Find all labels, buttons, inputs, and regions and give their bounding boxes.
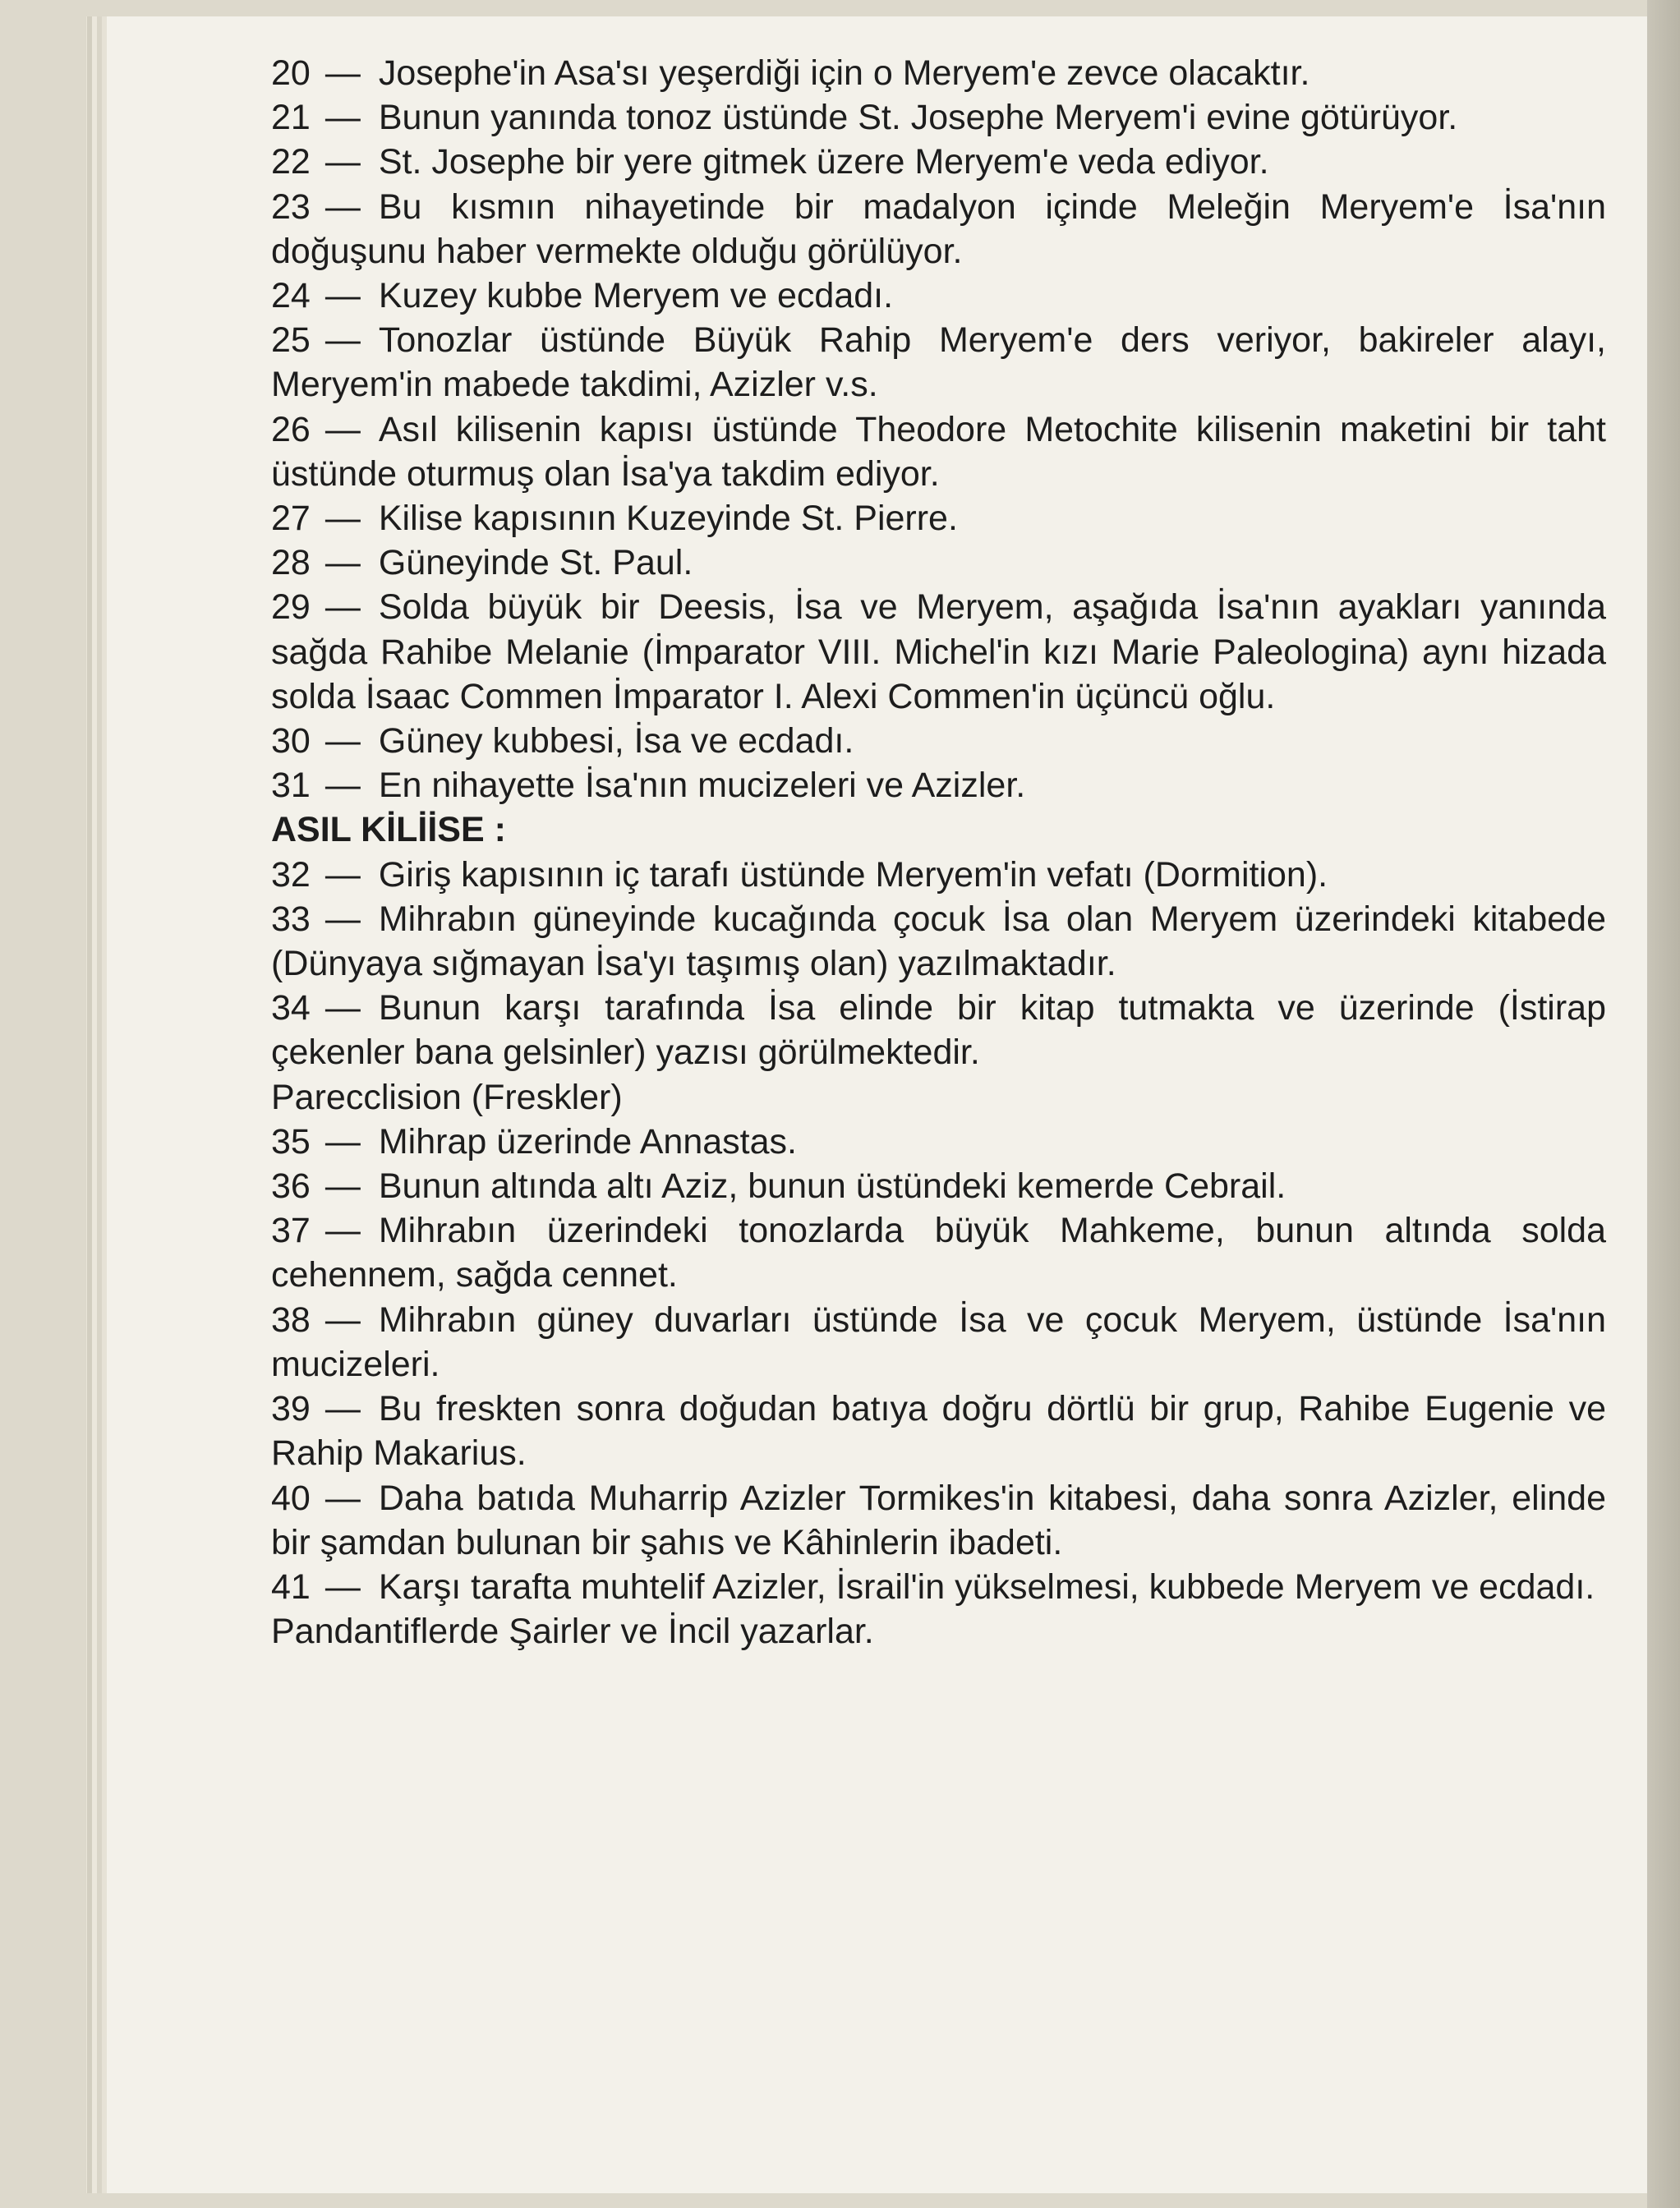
- entry-text: Solda büyük bir Deesis, İsa ve Meryem, aşağıda İsa'nın ayakları yanında sağda Rahibe Melanie (İmparator VIII. Michel'in kızı Marie Paleologina) aynı hizada solda İsaac Commen İmparator I. Alexi Commen'in üçüncü oğlu.: [271, 587, 1606, 716]
- entry-text: Mihrabın üzerindeki tonozlarda büyük Mahkeme, bunun altında solda cehennem, sağda cennet.: [271, 1211, 1606, 1295]
- list-item: 35 — Mihrap üzerinde Annastas.: [271, 1121, 797, 1162]
- list-item: 29 — Solda büyük bir Deesis, İsa ve Meryem, aşağıda İsa'nın ayakları yanında sağda Rahibe Melanie (İmparator VIII. Michel'in kızı Marie Paleologina) aynı hizada solda İsaac Commen İmparator I. Alexi Commen'in üçüncü oğlu.: [271, 587, 1606, 716]
- text-block: [271, 51, 1606, 1654]
- entry-text: Mihrabın güneyinde kucağında çocuk İsa olan Meryem üzerindeki kitabede (Dünyaya sığmayan İsa'yı taşımış olan) yazılmaktadır.: [271, 899, 1606, 984]
- entry-text: Bunun karşı tarafında İsa elinde bir kitap tutmakta ve üzerinde (İstirap çekenler bana gelsinler) yazısı görülmektedir.: [271, 988, 1606, 1073]
- list-item: 37 — Mihrabın üzerindeki tonozlarda büyük Mahkeme, bunun altında solda cehennem, sağda cennet.: [271, 1211, 1606, 1295]
- entry-text: Güneyinde St. Paul.: [378, 543, 693, 583]
- list-item: 33 — Mihrabın güneyinde kucağında çocuk İsa olan Meryem üzerindeki kitabede (Dünyaya sığmayan İsa'yı taşımış olan) yazılmaktadır.: [271, 899, 1606, 984]
- entry-text: Bunun yanında tonoz üstünde St. Josephe Meryem'i evine götürüyor.: [378, 98, 1458, 138]
- closing-line: Pandantiflerde Şairler ve İncil yazarlar.: [271, 1612, 874, 1652]
- entry-text: Tonozlar üstünde Büyük Rahip Meryem'e ders veriyor, bakireler alayı, Meryem'in mabede takdimi, Azizler v.s.: [271, 320, 1606, 405]
- list-item: 28 — Güneyinde St. Paul.: [271, 543, 693, 583]
- list-item: 40 — Daha batıda Muharrip Azizler Tormikes'in kitabesi, daha sonra Azizler, elinde bir şamdan bulunan bir şahıs ve Kâhinlerin ibadeti.: [271, 1478, 1606, 1562]
- list-item: 23 — Bu kısmın nihayetinde bir madalyon içinde Meleğin Meryem'e İsa'nın doğuşunu haber vermekte olduğu görülüyor.: [271, 186, 1606, 271]
- list-item: 34 — Bunun karşı tarafında İsa elinde bir kitap tutmakta ve üzerinde (İstirap çekenler bana gelsinler) yazısı görülmektedir.: [271, 988, 1606, 1073]
- entry-text: Bu freskten sonra doğudan batıya doğru dörtlü bir grup, Rahibe Eugenie ve Rahip Makarius.: [271, 1389, 1606, 1474]
- list-item: 32 — Giriş kapısının iç tarafı üstünde Meryem'in vefatı (Dormition).: [271, 854, 1328, 895]
- entry-text: Josephe'in Asa'sı yeşerdiği için o Meryem'e zevce olacaktır.: [378, 53, 1310, 93]
- list-item: 31 — En nihayette İsa'nın mucizeleri ve Azizler.: [271, 766, 1026, 806]
- list-item: 27 — Kilise kapısının Kuzeyinde St. Pierre.: [271, 499, 958, 539]
- entry-text: En nihayette İsa'nın mucizeleri ve Azizler.: [378, 766, 1026, 806]
- entries-group-c: [271, 1120, 1606, 1609]
- entry-text: Kuzey kubbe Meryem ve ecdadı.: [378, 276, 894, 316]
- entry-text: Bunun altında altı Aziz, bunun üstündeki kemerde Cebrail.: [378, 1166, 1286, 1207]
- entry-text: Daha batıda Muharrip Azizler Tormikes'in kitabesi, daha sonra Azizler, elinde bir şamdan bulunan bir şahıs ve Kâhinlerin ibadeti.: [271, 1478, 1606, 1562]
- page-right-edge: [1647, 0, 1680, 2208]
- entry-text: Kilise kapısının Kuzeyinde St. Pierre.: [378, 499, 958, 539]
- list-item: 22 — St. Josephe bir yere gitmek üzere Meryem'e veda ediyor.: [271, 142, 1269, 182]
- list-item: 36 — Bunun altında altı Aziz, bunun üstündeki kemerde Cebrail.: [271, 1166, 1286, 1207]
- entry-text: Güney kubbesi, İsa ve ecdadı.: [378, 721, 854, 761]
- entries-group-a: [271, 51, 1606, 807]
- list-item: 39 — Bu freskten sonra doğudan batıya doğru dörtlü bir grup, Rahibe Eugenie ve Rahip Makarius.: [271, 1389, 1606, 1474]
- list-item: 41 — Karşı tarafta muhtelif Azizler, İsrail'in yükselmesi, kubbede Meryem ve ecdadı.: [271, 1566, 1595, 1607]
- entry-text: Mihrabın güney duvarları üstünde İsa ve çocuk Meryem, üstünde İsa'nın mucizeleri.: [271, 1300, 1606, 1384]
- list-item: 26 — Asıl kilisenin kapısı üstünde Theodore Metochite kilisenin maketini bir taht üstünde oturmuş olan İsa'ya takdim ediyor.: [271, 409, 1606, 494]
- list-item: 20 — Josephe'in Asa'sı yeşerdiği için o Meryem'e zevce olacaktır.: [271, 53, 1310, 93]
- list-item: 30 — Güney kubbesi, İsa ve ecdadı.: [271, 721, 854, 761]
- entry-text: Bu kısmın nihayetinde bir madalyon içinde Meleğin Meryem'e İsa'nın doğuşunu haber vermekte olduğu görülüyor.: [271, 186, 1606, 271]
- entries-group-b: [271, 853, 1606, 1075]
- entry-text: St. Josephe bir yere gitmek üzere Meryem'e veda ediyor.: [378, 142, 1269, 182]
- list-item: 38 — Mihrabın güney duvarları üstünde İsa ve çocuk Meryem, üstünde İsa'nın mucizeleri.: [271, 1300, 1606, 1384]
- list-item: 24 — Kuzey kubbe Meryem ve ecdadı.: [271, 276, 894, 316]
- list-item: 25 — Tonozlar üstünde Büyük Rahip Meryem'e ders veriyor, bakireler alayı, Meryem'in mabede takdimi, Azizler v.s.: [271, 320, 1606, 405]
- entry-text: Giriş kapısının iç tarafı üstünde Meryem'in vefatı (Dormition).: [378, 854, 1328, 895]
- entry-text: Mihrap üzerinde Annastas.: [378, 1121, 797, 1162]
- section-heading: ASIL KİLİİSE :: [271, 810, 506, 850]
- entry-text: Asıl kilisenin kapısı üstünde Theodore Metochite kilisenin maketini bir taht üstünde oturmuş olan İsa'ya takdim ediyor.: [271, 409, 1606, 494]
- list-item: 21 — Bunun yanında tonoz üstünde St. Josephe Meryem'i evine götürüyor.: [271, 98, 1458, 138]
- entry-text: Karşı tarafta muhtelif Azizler, İsrail'in yükselmesi, kubbede Meryem ve ecdadı.: [378, 1566, 1595, 1607]
- subheading: Parecclision (Freskler): [271, 1077, 623, 1117]
